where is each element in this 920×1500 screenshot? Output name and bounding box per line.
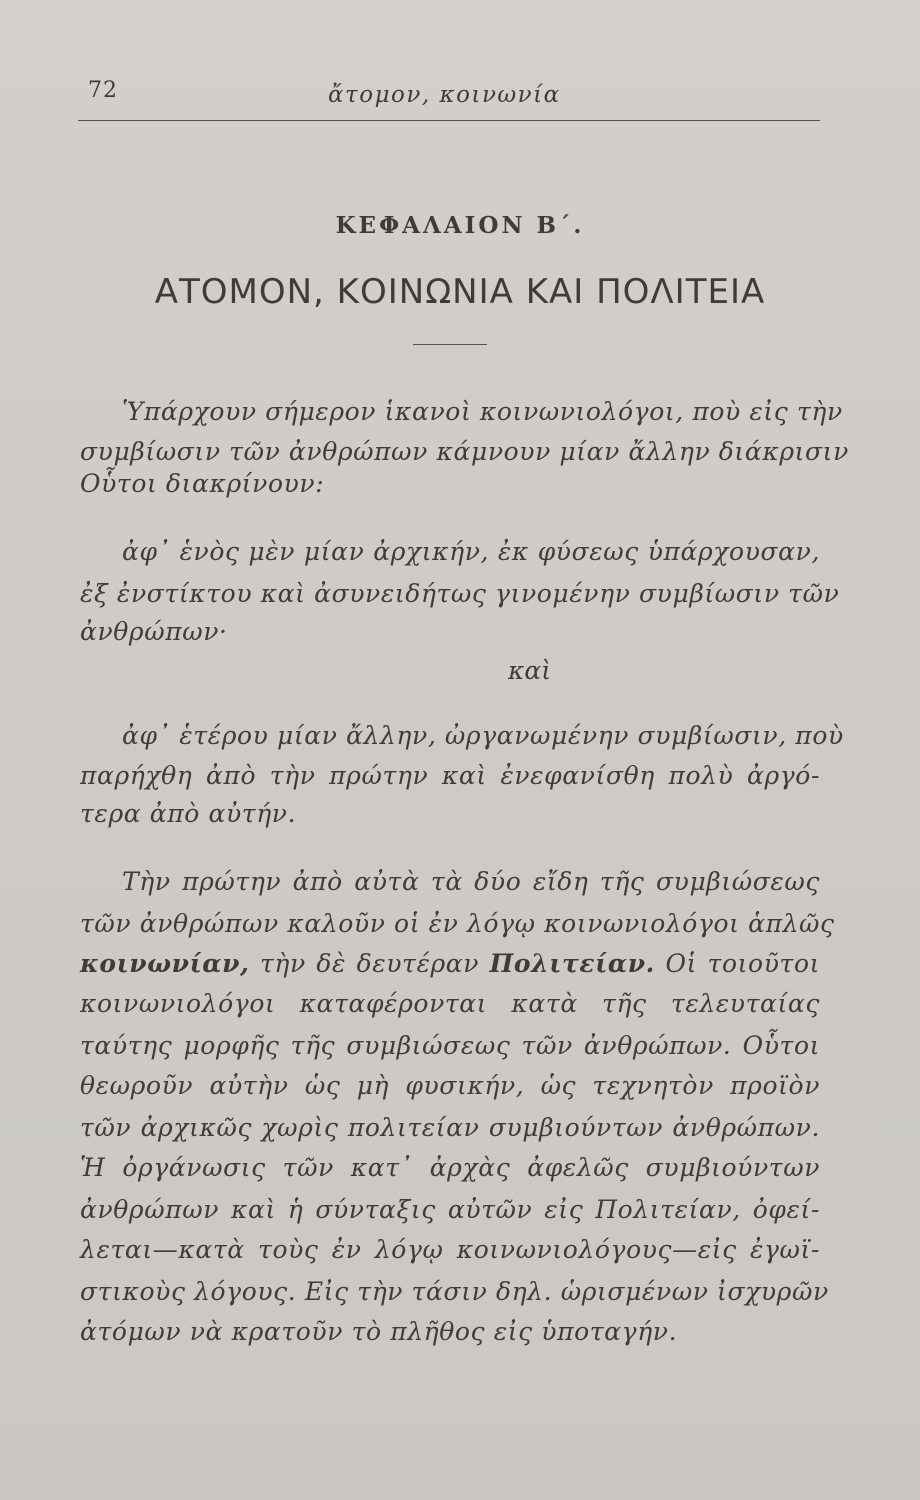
chapter-label: ΚΕΦΑΛΑΙΟΝ Β΄.: [335, 212, 585, 239]
paragraph-4-line-8: Ἡ ὀργάνωσις τῶν κατ᾽ ἀρχὰς ἀφελῶς συμβιούντων: [80, 1153, 820, 1182]
paragraph-4-line-11: στικοὺς λόγους. Εἰς τὴν τάσιν δηλ. ὡρισμένων ἰσχυρῶν: [80, 1277, 829, 1306]
paragraph-4-line-12: ἀτόμων νὰ κρατοῦν τὸ πλῆθος εἰς ὑποταγήν.: [80, 1317, 678, 1346]
paragraph-2-line-2: ἐξ ἐνστίκτου καὶ ἀσυνειδήτως γινομένην συμβίωσιν τῶν: [80, 579, 840, 608]
paragraph-1-line-2: συμβίωσιν τῶν ἀνθρώπων κάμνουν μίαν ἄλλην διάκρισιν: [80, 437, 849, 466]
paragraph-1-line-3: Οὗτοι διακρίνουν:: [80, 469, 325, 498]
connector-word: καὶ: [508, 656, 552, 685]
paragraph-4-line-7: τῶν ἀρχικῶς χωρὶς πολιτείαν συμβιούντων ἀνθρώπων.: [80, 1113, 820, 1142]
term-politeia: Πολιτείαν.: [489, 949, 655, 978]
paragraph-1-line-1: Ὑπάρχουν σήμερον ἱκανοὶ κοινωνιολόγοι, ποὺ εἰς τὴν: [122, 397, 843, 426]
paragraph-3-line-1: ἀφ᾽ ἑτέρου μίαν ἄλλην, ὠργανωμένην συμβίωσιν, ποὺ: [122, 721, 844, 750]
paragraph-2-line-3: ἀνθρώπων·: [80, 617, 228, 646]
paragraph-4-line-5: ταύτης μορφῆς τῆς συμβιώσεως τῶν ἀνθρώπων. Οὗτοι: [80, 1031, 820, 1060]
paragraph-4-line-1: Τὴν πρώτην ἀπὸ αὐτὰ τὰ δύο εἴδη τῆς συμβιώσεως: [122, 867, 820, 896]
term-koinonia: κοινωνίαν,: [80, 949, 250, 978]
paragraph-4-line-4: κοινωνιολόγοι καταφέρονται κατὰ τῆς τελευταίας: [80, 989, 820, 1018]
line-3-end-text: Οἱ τοιοῦτοι: [654, 949, 820, 978]
running-header: [78, 72, 820, 121]
paragraph-3-line-2: παρήχθη ἀπὸ τὴν πρώτην καὶ ἐνεφανίσθη πολὺ ἀργό-: [80, 761, 820, 790]
running-title: ἄτομον, κοινωνία: [328, 82, 561, 108]
paragraph-2-line-1: ἀφ᾽ ἑνὸς μὲν μίαν ἀρχικήν, ἐκ φύσεως ὑπάρχουσαν,: [122, 537, 820, 566]
paragraph-4-line-9: ἀνθρώπων καὶ ἡ σύνταξις αὐτῶν εἰς Πολιτείαν, ὀφεί-: [80, 1195, 820, 1224]
paragraph-4-line-6: θεωροῦν αὐτὴν ὡς μὴ φυσικήν, ὡς τεχνητὸν προϊὸν: [80, 1071, 820, 1100]
paragraph-4-line-10: λεται—κατὰ τοὺς ἐν λόγῳ κοινωνιολόγους—εἰς ἐγωϊ-: [80, 1235, 820, 1264]
line-3-middle-text: τὴν δὲ δευτέραν: [249, 949, 490, 978]
chapter-title: ΑΤΟΜΟΝ, ΚΟΙΝΩΝΙΑ ΚΑΙ ΠΟΛΙΤΕΙΑ: [154, 272, 766, 312]
title-divider: [413, 344, 487, 345]
paragraph-4-line-2: τῶν ἀνθρώπων καλοῦν οἱ ἐν λόγῳ κοινωνιολόγοι ἁπλῶς: [80, 909, 835, 938]
page-number: 72: [88, 78, 118, 103]
paragraph-4-line-3: [80, 944, 820, 984]
paragraph-3-line-3: τερα ἀπὸ αὐτήν.: [80, 799, 297, 828]
